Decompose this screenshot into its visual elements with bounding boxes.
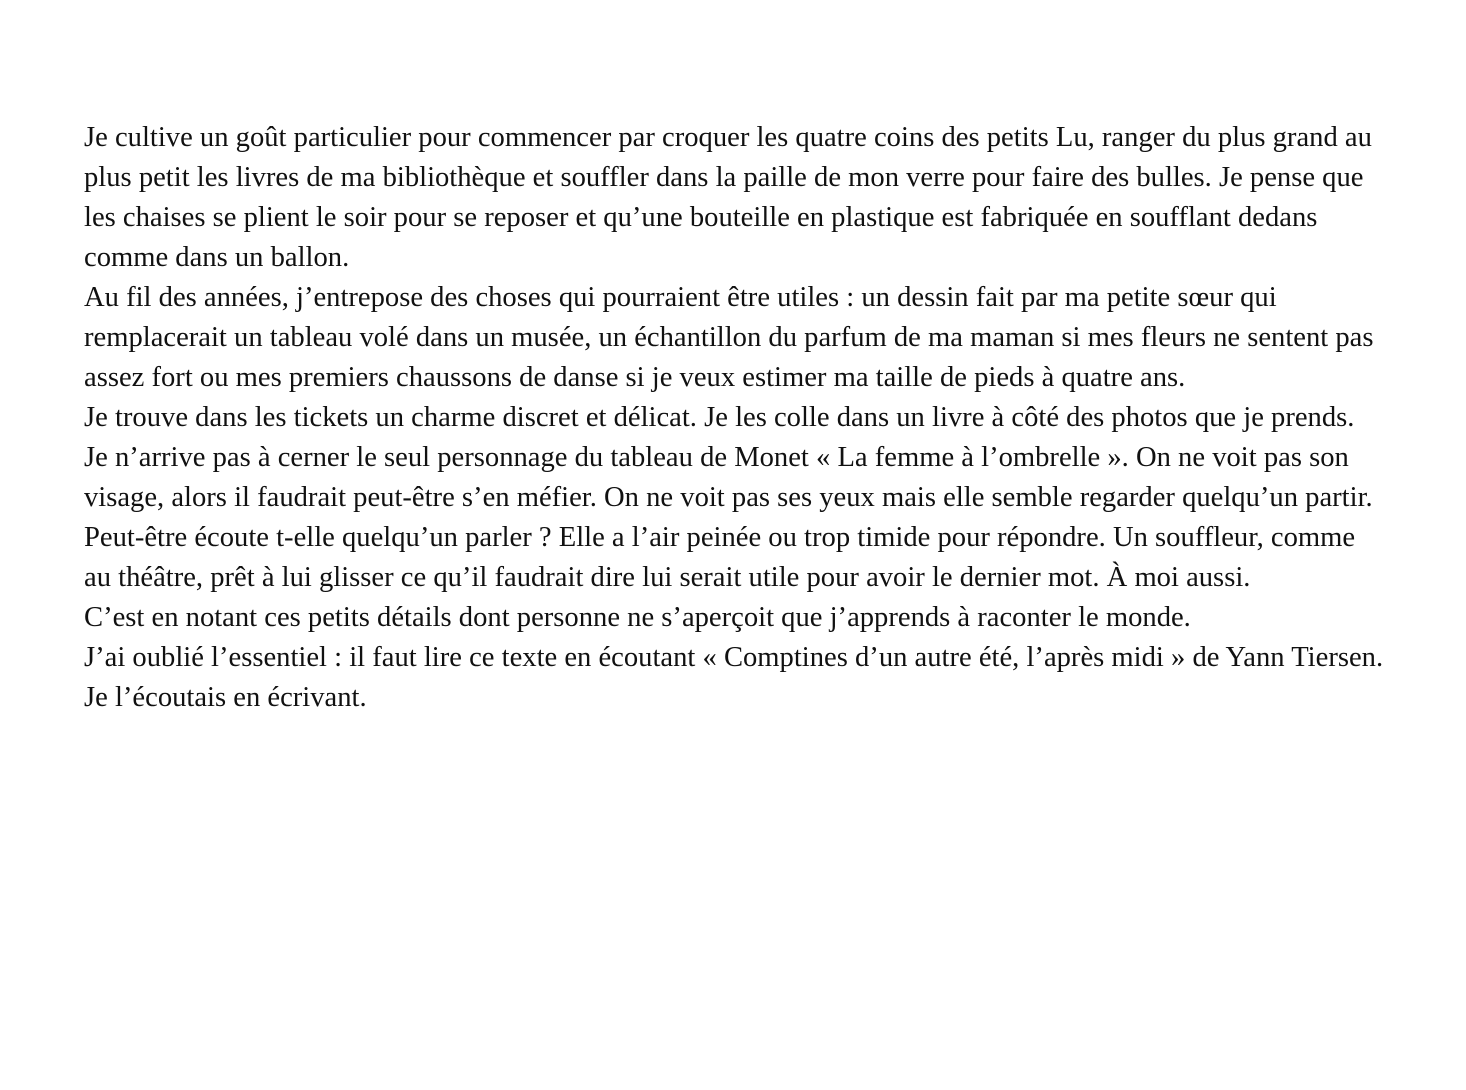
document-body bbox=[84, 118, 1384, 718]
paragraph-choses-utiles: Au fil des années, j’entrepose des choses qui pourraient être utiles : un dessin fait par ma petite sœur qui remplacerait un tableau volé dans un musée, un échantillon du parfum de ma maman si mes fleurs ne sentent pas assez fort ou mes premiers chaussons de danse si je veux estimer ma taille de pieds à quatre ans. bbox=[84, 282, 1374, 393]
paragraph-raconter-le-monde: C’est en notant ces petits détails dont personne ne s’aperçoit que j’apprends à raconter le monde. bbox=[84, 602, 1191, 633]
paragraph-monet: Je n’arrive pas à cerner le seul personnage du tableau de Monet « La femme à l’ombrelle ». On ne voit pas son visage, alors il faudrait peut-être s’en méfier. On ne voit pas ses yeux mais elle semble regarder quelqu’un partir. Peut-être écoute t-elle quelqu’un parler ? Elle a l’air peinée ou trop timide pour répondre. Un souffleur, comme au théâtre, prêt à lui glisser ce qu’il faudrait dire lui serait utile pour avoir le dernier mot. À moi aussi. bbox=[84, 442, 1373, 593]
paragraph-tickets: Je trouve dans les tickets un charme discret et délicat. Je les colle dans un livre à côté des photos que je prends. bbox=[84, 402, 1355, 433]
paragraph-yann-tiersen: J’ai oublié l’essentiel : il faut lire ce texte en écoutant « Comptines d’un autre été, l’après midi » de Yann Tiersen. Je l’écoutais en écrivant. bbox=[84, 642, 1384, 713]
paragraph-petits-gouts: Je cultive un goût particulier pour commencer par croquer les quatre coins des petits Lu, ranger du plus grand au plus petit les livres de ma bibliothèque et souffler dans la paille de mon verre pour faire des bulles. Je pense que les chaises se plient le soir pour se reposer et qu’une bouteille en plastique est fabriquée en soufflant dedans comme dans un ballon. bbox=[84, 122, 1372, 273]
